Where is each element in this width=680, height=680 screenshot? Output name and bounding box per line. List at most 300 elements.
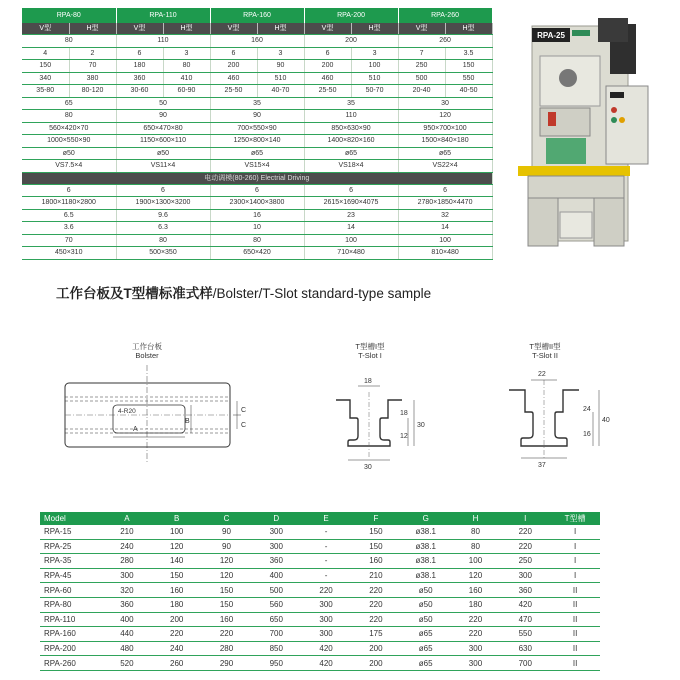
spec-type-header: H型	[445, 23, 492, 35]
spec-cell: 40-50	[445, 85, 492, 98]
spec-cell: 90	[257, 60, 304, 73]
spec-cell: 50	[116, 97, 210, 110]
tslot1-drawing	[328, 370, 438, 470]
dimension-cell: 220	[500, 525, 550, 539]
dimension-cell: -	[301, 539, 351, 554]
spec-cell: 14	[304, 222, 398, 235]
spec-cell: 200	[304, 35, 398, 48]
spec-cell: 460	[304, 72, 351, 85]
spec-cell: 90	[116, 110, 210, 123]
spec-cell: 30	[398, 97, 492, 110]
spec-cell: 2	[69, 47, 116, 60]
table-row	[40, 656, 600, 671]
spec-cell: 700×550×90	[210, 122, 304, 135]
dimension-cell: ø65	[401, 656, 451, 671]
bolster-caption	[112, 342, 182, 360]
dimension-cell: 280	[102, 554, 152, 569]
dimension-cell: 220	[152, 627, 202, 642]
tslot1-caption-en: T-Slot I	[358, 351, 382, 360]
spec-cell: 80	[22, 35, 116, 48]
spec-cell: 650×470×80	[116, 122, 210, 135]
dimension-cell: 300	[451, 641, 501, 656]
spec-cell: 6	[304, 184, 398, 197]
dimension-cell: 360	[102, 597, 152, 612]
dimension-cell: 950	[251, 656, 301, 671]
spec-cell: VS22×4	[398, 160, 492, 173]
spec-cell: 3.6	[22, 222, 116, 235]
spec-cell: 3	[163, 47, 210, 60]
dimension-cell: 320	[102, 583, 152, 598]
spec-cell: 40-70	[257, 85, 304, 98]
spec-table-body	[22, 23, 492, 259]
dimension-cell: 80	[451, 525, 501, 539]
dimension-cell: 300	[500, 568, 550, 583]
dimension-cell: 200	[152, 612, 202, 627]
dimension-cell: 300	[301, 612, 351, 627]
dimension-cell: 420	[500, 597, 550, 612]
dimension-cell: 120	[202, 554, 252, 569]
spec-cell: 6	[22, 184, 116, 197]
tslot1-caption	[330, 342, 410, 360]
dimension-cell: 850	[251, 641, 301, 656]
dimension-cell: 560	[251, 597, 301, 612]
spec-cell: 6	[116, 47, 163, 60]
spec-row	[22, 160, 492, 173]
dimension-cell: ø38.1	[401, 554, 451, 569]
spec-cell: 6	[398, 184, 492, 197]
spec-cell: 110	[304, 110, 398, 123]
dimension-cell: 180	[451, 597, 501, 612]
spec-model-header: RPA-260	[398, 8, 492, 23]
tslot2-dim-16: 16	[583, 431, 591, 438]
tslot2-dim-top: 22	[538, 371, 546, 378]
spec-cell: 1250×800×140	[210, 135, 304, 148]
dimension-cell: 280	[202, 641, 252, 656]
spec-row	[22, 172, 492, 184]
dimension-cell: II	[550, 612, 600, 627]
tslot2-drawing	[503, 366, 618, 470]
dimension-column-header: F	[351, 512, 401, 525]
dimension-cell: -	[301, 525, 351, 539]
dimension-table-header-row	[40, 512, 600, 525]
tslot1-dim-30: 30	[417, 422, 425, 429]
dimension-cell: 260	[152, 656, 202, 671]
spec-model-header: RPA-80	[22, 8, 116, 23]
dimension-cell: 220	[451, 612, 501, 627]
dimension-cell: 700	[500, 656, 550, 671]
table-row	[40, 627, 600, 642]
dimension-cell: 160	[351, 554, 401, 569]
dimension-cell: I	[550, 539, 600, 554]
dimension-cell: 175	[351, 627, 401, 642]
dimension-cell: 120	[202, 568, 252, 583]
spec-type-header: V型	[398, 23, 445, 35]
dimension-column-header: B	[152, 512, 202, 525]
model-cell: RPA-35	[40, 554, 102, 569]
table-row	[40, 597, 600, 612]
spec-cell: 410	[163, 72, 210, 85]
spec-cell: 100	[398, 234, 492, 247]
tslot2-dim-40: 40	[602, 417, 610, 424]
spec-cell: 560×420×70	[22, 122, 116, 135]
spec-cell: 950×700×100	[398, 122, 492, 135]
spec-cell: 1400×820×160	[304, 135, 398, 148]
model-cell: RPA-60	[40, 583, 102, 598]
dimension-cell: 210	[102, 525, 152, 539]
spec-cell: 80	[22, 110, 116, 123]
dimension-cell: 120	[451, 568, 501, 583]
bolster-dim-a: A	[133, 426, 138, 433]
tslot2-caption	[505, 342, 585, 360]
dimension-cell: 360	[500, 583, 550, 598]
dimension-cell: 210	[351, 568, 401, 583]
spec-row	[22, 247, 492, 260]
dimension-cell: 220	[351, 583, 401, 598]
dimension-column-header: H	[451, 512, 501, 525]
spec-cell: 80-120	[69, 85, 116, 98]
dimension-cell: 160	[451, 583, 501, 598]
spec-cell: ø50	[22, 147, 116, 160]
dimension-cell: 520	[102, 656, 152, 671]
spec-row	[22, 72, 492, 85]
spec-cell: 120	[398, 110, 492, 123]
spec-cell: 25-50	[210, 85, 257, 98]
dimension-cell: -	[301, 554, 351, 569]
model-cell: RPA-200	[40, 641, 102, 656]
spec-cell: 450×310	[22, 247, 116, 260]
spec-type-header: H型	[163, 23, 210, 35]
dimension-cell: II	[550, 597, 600, 612]
spec-cell: 6.5	[22, 209, 116, 222]
spec-cell: 650×420	[210, 247, 304, 260]
dimension-cell: 150	[202, 597, 252, 612]
dimension-cell: 420	[301, 641, 351, 656]
dimension-column-header: I	[500, 512, 550, 525]
spec-cell: 810×480	[398, 247, 492, 260]
spec-row	[22, 197, 492, 210]
dimension-cell: 420	[301, 656, 351, 671]
spec-row	[22, 147, 492, 160]
dimension-cell: 150	[351, 539, 401, 554]
spec-type-header: H型	[351, 23, 398, 35]
spec-cell: 1900×1300×3200	[116, 197, 210, 210]
spec-model-header: RPA-160	[210, 8, 304, 23]
spec-cell: 9.6	[116, 209, 210, 222]
dimension-table-body	[40, 525, 600, 670]
tslot1-dim-12: 12	[400, 433, 408, 440]
model-cell: RPA-110	[40, 612, 102, 627]
spec-cell: 510	[257, 72, 304, 85]
spec-cell: 2780×1850×4470	[398, 197, 492, 210]
spec-model-header-row	[22, 8, 492, 23]
spec-row	[22, 222, 492, 235]
dimension-cell: 300	[251, 525, 301, 539]
spec-row	[22, 184, 492, 197]
dimension-cell: 300	[251, 539, 301, 554]
spec-cell: 4	[22, 47, 69, 60]
spec-row	[22, 97, 492, 110]
dimension-cell: 220	[500, 539, 550, 554]
dimension-cell: ø50	[401, 612, 451, 627]
dimension-cell: 160	[202, 612, 252, 627]
model-cell: RPA-160	[40, 627, 102, 642]
spec-cell: 23	[304, 209, 398, 222]
spec-cell: 550	[445, 72, 492, 85]
dimension-cell: 120	[152, 539, 202, 554]
spec-type-header: V型	[304, 23, 351, 35]
spec-cell: 500×350	[116, 247, 210, 260]
spec-type-header: V型	[22, 23, 69, 35]
spec-cell: 50-70	[351, 85, 398, 98]
spec-cell: 2300×1400×3800	[210, 197, 304, 210]
spec-cell: 150	[445, 60, 492, 73]
dimension-cell: 250	[500, 554, 550, 569]
tslot2-caption-zh: T型槽II型	[529, 342, 561, 351]
dimension-cell: 220	[202, 627, 252, 642]
bolster-caption-en: Bolster	[135, 351, 159, 360]
spec-type-header-row	[22, 23, 492, 35]
dimension-cell: 300	[301, 627, 351, 642]
spec-cell: 80	[163, 60, 210, 73]
spec-cell: 32	[398, 209, 492, 222]
dimension-cell: II	[550, 641, 600, 656]
spec-cell: 80	[210, 234, 304, 247]
bolster-radius-label: 4-R20	[118, 408, 136, 415]
dimension-column-header: Model	[40, 512, 102, 525]
spec-cell: ø65	[210, 147, 304, 160]
spec-cell: 100	[304, 234, 398, 247]
dimension-cell: 150	[152, 568, 202, 583]
spec-cell: 6	[116, 184, 210, 197]
bolster-caption-zh: 工作台板	[132, 342, 162, 351]
spec-row	[22, 234, 492, 247]
model-cell: RPA-80	[40, 597, 102, 612]
spec-row	[22, 122, 492, 135]
spec-cell: 7	[398, 47, 445, 60]
spec-cell: 360	[116, 72, 163, 85]
model-cell: RPA-25	[40, 539, 102, 554]
dimension-cell: ø38.1	[401, 568, 451, 583]
tslot2-dim-bottom: 37	[538, 462, 546, 469]
spec-cell: 380	[69, 72, 116, 85]
dimension-cell: 140	[152, 554, 202, 569]
dimension-table	[40, 512, 600, 671]
spec-cell: 6	[304, 47, 351, 60]
dimension-cell: 500	[251, 583, 301, 598]
spec-cell: 3.5	[445, 47, 492, 60]
dimension-cell: ø38.1	[401, 539, 451, 554]
table-row	[40, 554, 600, 569]
dimension-cell: 220	[451, 627, 501, 642]
spec-cell: 100	[351, 60, 398, 73]
spec-cell: 6	[210, 184, 304, 197]
dimension-cell: 400	[102, 612, 152, 627]
spec-cell: 35	[210, 97, 304, 110]
dimension-cell: I	[550, 525, 600, 539]
spec-cell: ø65	[398, 147, 492, 160]
spec-cell: 850×630×90	[304, 122, 398, 135]
dimension-cell: ø65	[401, 641, 451, 656]
dimension-cell: 360	[251, 554, 301, 569]
section-title-zh: 工作台板及T型槽标准式样	[56, 286, 213, 301]
spec-cell: ø65	[304, 147, 398, 160]
spec-cell: 200	[210, 60, 257, 73]
dimension-cell: 90	[202, 525, 252, 539]
tslot1-dim-top: 18	[364, 378, 372, 385]
spec-cell: 电动调模(80-260) Electrial Driving	[22, 172, 492, 184]
dimension-cell: 220	[301, 583, 351, 598]
spec-cell: VS11×4	[116, 160, 210, 173]
dimension-cell: 150	[351, 525, 401, 539]
spec-cell: 70	[22, 234, 116, 247]
spec-cell: 500	[398, 72, 445, 85]
dimension-cell: 80	[451, 539, 501, 554]
dimension-cell: -	[301, 568, 351, 583]
dimension-cell: 300	[451, 656, 501, 671]
dimension-column-header: C	[202, 512, 252, 525]
spec-cell: 110	[116, 35, 210, 48]
spec-cell: 6	[210, 47, 257, 60]
table-row	[40, 539, 600, 554]
spec-cell: 90	[210, 110, 304, 123]
model-cell: RPA-45	[40, 568, 102, 583]
dimension-cell: 440	[102, 627, 152, 642]
bolster-dim-c1: C	[241, 407, 247, 414]
spec-cell: 2615×1690×4075	[304, 197, 398, 210]
spec-cell: 65	[22, 97, 116, 110]
spec-cell: 340	[22, 72, 69, 85]
tslot2-dim-24: 24	[583, 406, 591, 413]
dimension-cell: 200	[351, 641, 401, 656]
spec-row	[22, 110, 492, 123]
spec-cell: 10	[210, 222, 304, 235]
dimension-cell: II	[550, 583, 600, 598]
dimension-cell: ø50	[401, 597, 451, 612]
tslot1-caption-zh: T型槽I型	[355, 342, 385, 351]
dimension-cell: 240	[152, 641, 202, 656]
spec-cell: 1000×550×90	[22, 135, 116, 148]
table-row	[40, 612, 600, 627]
dimension-column-header: D	[251, 512, 301, 525]
dimension-cell: 90	[202, 539, 252, 554]
spec-cell: 35	[304, 97, 398, 110]
dimension-cell: 300	[102, 568, 152, 583]
spec-cell: 1800×1180×2800	[22, 197, 116, 210]
spec-row	[22, 135, 492, 148]
spec-cell: 460	[210, 72, 257, 85]
table-row	[40, 583, 600, 598]
spec-cell: 200	[304, 60, 351, 73]
dimension-cell: 550	[500, 627, 550, 642]
dimension-cell: I	[550, 554, 600, 569]
dimension-cell: 650	[251, 612, 301, 627]
dimension-column-header: T型槽	[550, 512, 600, 525]
spec-cell: 260	[398, 35, 492, 48]
spec-model-header: RPA-110	[116, 8, 210, 23]
spec-cell: 3	[257, 47, 304, 60]
spec-cell: 14	[398, 222, 492, 235]
dimension-cell: 100	[451, 554, 501, 569]
spec-cell: 25-50	[304, 85, 351, 98]
dimension-cell: 150	[202, 583, 252, 598]
dimension-cell: 300	[301, 597, 351, 612]
spec-type-header: H型	[69, 23, 116, 35]
spec-row	[22, 209, 492, 222]
spec-cell: VS15×4	[210, 160, 304, 173]
bolster-drawing	[55, 365, 265, 465]
spec-cell: 60-90	[163, 85, 210, 98]
tslot1-dim-18: 18	[400, 410, 408, 417]
spec-cell: 510	[351, 72, 398, 85]
dimension-cell: II	[550, 627, 600, 642]
spec-type-header: H型	[257, 23, 304, 35]
dimension-cell: ø50	[401, 583, 451, 598]
dimension-cell: 100	[152, 525, 202, 539]
dimension-cell: 160	[152, 583, 202, 598]
spec-cell: 1500×840×180	[398, 135, 492, 148]
dimension-cell: 180	[152, 597, 202, 612]
spec-cell: 80	[116, 234, 210, 247]
spec-cell: 150	[22, 60, 69, 73]
tslot1-dim-bottom: 30	[364, 464, 372, 470]
dimension-cell: ø38.1	[401, 525, 451, 539]
dimension-cell: 480	[102, 641, 152, 656]
machine-label: RPA-25	[537, 31, 565, 40]
bolster-dim-c2: C	[241, 422, 247, 429]
table-row	[40, 525, 600, 539]
spec-cell: 1150×600×110	[116, 135, 210, 148]
spec-cell: 180	[116, 60, 163, 73]
spec-cell: 6.3	[116, 222, 210, 235]
section-title-en: /Bolster/T-Slot standard-type sample	[212, 286, 432, 301]
spec-cell: 160	[210, 35, 304, 48]
model-cell: RPA-260	[40, 656, 102, 671]
spec-cell: 70	[69, 60, 116, 73]
dimension-cell: I	[550, 568, 600, 583]
spec-row	[22, 47, 492, 60]
spec-model-header: RPA-200	[304, 8, 398, 23]
spec-cell: VS18×4	[304, 160, 398, 173]
spec-table	[22, 8, 493, 260]
dimension-cell: 400	[251, 568, 301, 583]
dimension-cell: 470	[500, 612, 550, 627]
dimension-cell: 220	[351, 612, 401, 627]
press-machine-image	[510, 16, 660, 256]
dimension-cell: 200	[351, 656, 401, 671]
dimension-cell: 290	[202, 656, 252, 671]
dimension-column-header: E	[301, 512, 351, 525]
dimension-column-header: A	[102, 512, 152, 525]
dimension-cell: ø65	[401, 627, 451, 642]
spec-cell: ø50	[116, 147, 210, 160]
dimension-cell: II	[550, 656, 600, 671]
spec-type-header: V型	[116, 23, 163, 35]
section-title	[56, 282, 431, 302]
dimension-column-header: G	[401, 512, 451, 525]
spec-cell: 30-60	[116, 85, 163, 98]
spec-cell: 710×480	[304, 247, 398, 260]
table-row	[40, 568, 600, 583]
spec-row	[22, 60, 492, 73]
tslot2-caption-en: T-Slot II	[532, 351, 558, 360]
table-row	[40, 641, 600, 656]
spec-cell: VS7.5×4	[22, 160, 116, 173]
spec-cell: 35-80	[22, 85, 69, 98]
spec-row	[22, 35, 492, 48]
spec-cell: 20-40	[398, 85, 445, 98]
bolster-dim-b: B	[185, 418, 190, 425]
spec-type-header: V型	[210, 23, 257, 35]
